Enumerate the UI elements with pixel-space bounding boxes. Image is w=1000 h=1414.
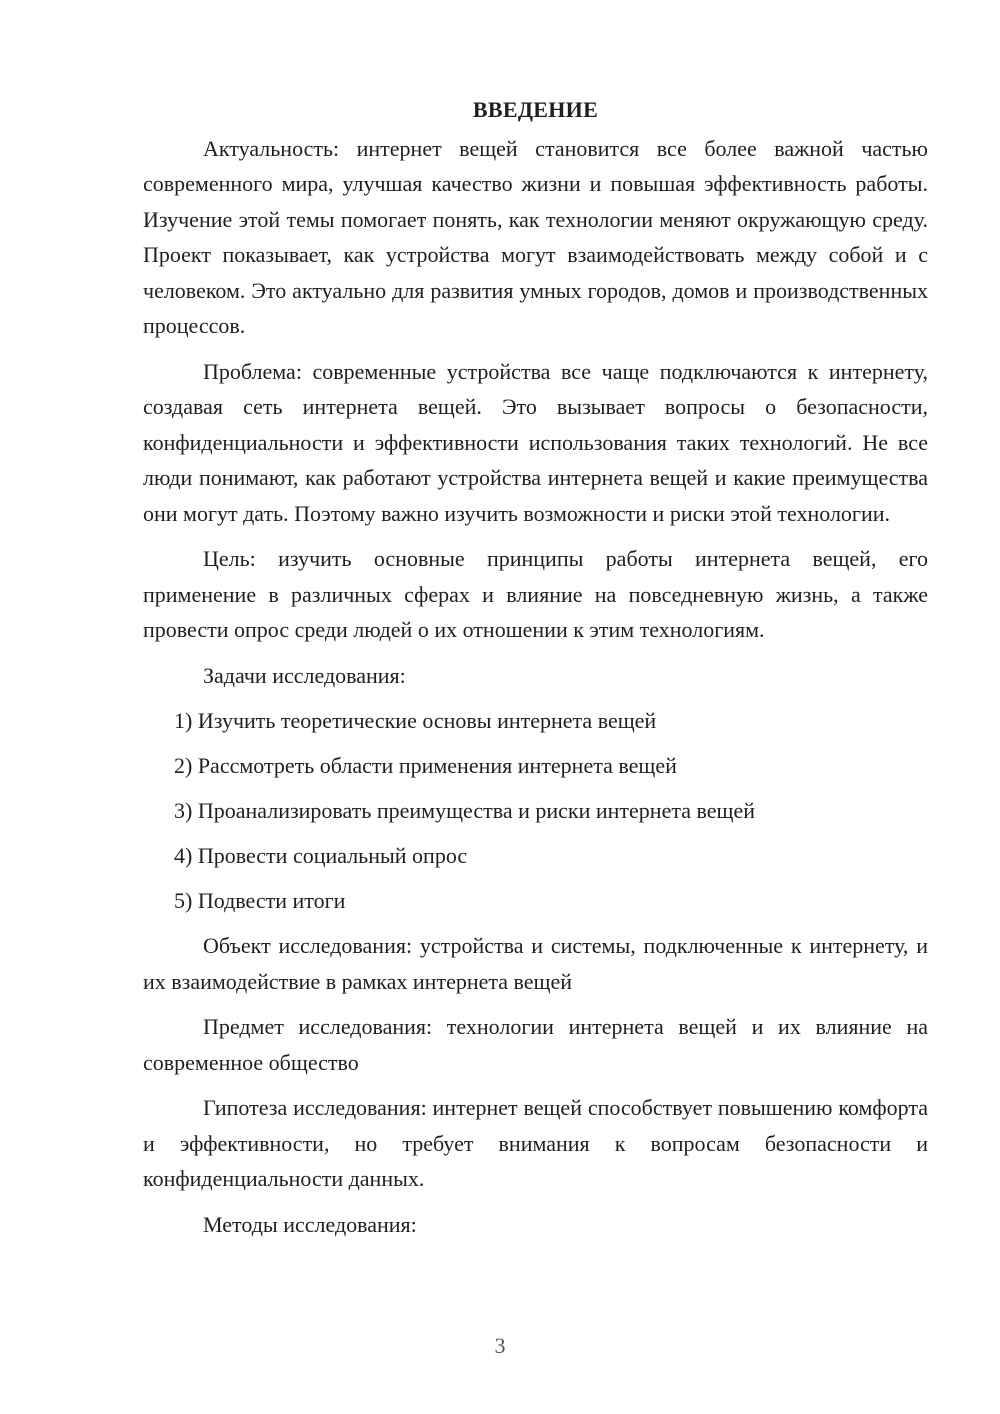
paragraph-relevance: Актуальность: интернет вещей становится все более важной частью современного мира, улучшая качество жизни и повышая эффективность работы. Изучение этой темы помогает понять, как технологии меняют окружающую среду. Проект показывает, как устройства могут взаимодействовать между собой и с человеком. Это актуально для развития умных городов, домов и производственных процессов. (143, 135, 928, 338)
list-item: 2) Рассмотреть области применения интернета вещей (174, 753, 677, 778)
paragraph-subject: Предмет исследования: технологии интернета вещей и их влияние на современное общество (143, 1014, 928, 1075)
paragraph-goal: Цель: изучить основные принципы работы интернета вещей, его применение в различных сферах и влияние на повседневную жизнь, а также провести опрос среди людей о их отношении к этим технологиям. (143, 546, 928, 642)
list-item: 1) Изучить теоретические основы интернета вещей (174, 708, 657, 733)
tasks-list (143, 703, 928, 919)
list-item: 4) Провести социальный опрос (174, 843, 468, 868)
methods-heading: Методы исследования: (203, 1211, 417, 1237)
list-item: 5) Подвести итоги (174, 888, 346, 913)
section-title: ВВЕДЕНИЕ (472, 97, 599, 122)
page-number: 3 (494, 1333, 506, 1358)
paragraph-hypothesis: Гипотеза исследования: интернет вещей способствует повышению комфорта и эффективности, но требует внимания к вопросам безопасности и конфиденциальности данных. (143, 1095, 928, 1191)
list-item: 3) Проанализировать преимущества и риски интернета вещей (174, 798, 755, 823)
paragraph-object: Объект исследования: устройства и системы, подключенные к интернету, и их взаимодействие в рамках интернета вещей (143, 933, 928, 994)
document-page (143, 92, 928, 1252)
paragraph-problem: Проблема: современные устройства все чаще подключаются к интернету, создавая сеть интернета вещей. Это вызывает вопросы о безопасности, конфиденциальности и эффективности использования таких технологий. Не все люди понимают, как работают устройства интернета вещей и какие преимущества они могут дать. Поэтому важно изучить возможности и риски этой технологии. (143, 358, 928, 526)
tasks-heading: Задачи исследования: (203, 662, 406, 688)
